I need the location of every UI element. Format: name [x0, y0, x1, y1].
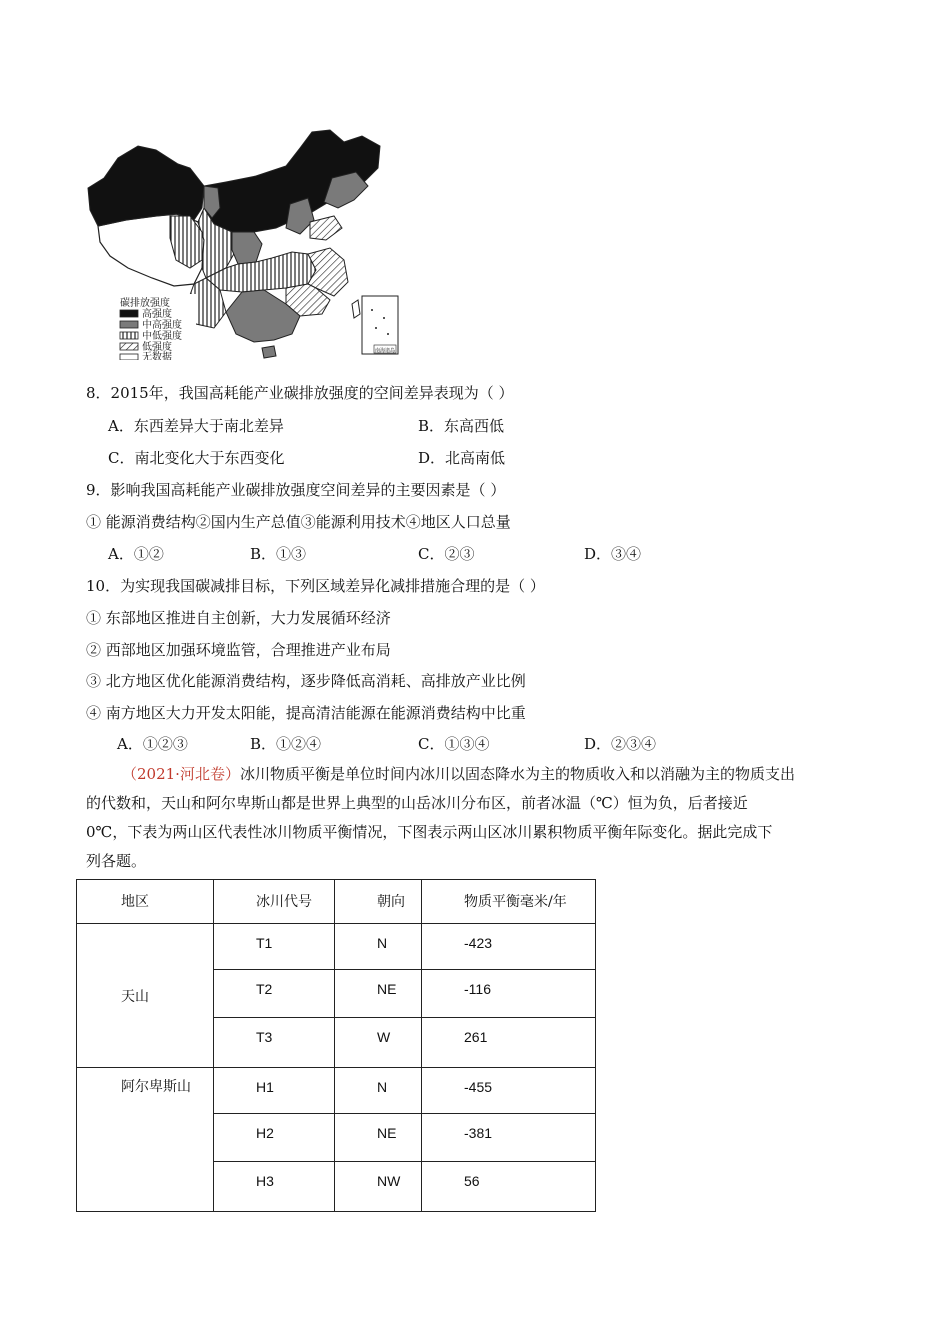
glacier-code: H1 [256, 1079, 274, 1095]
glacier-balance: -116 [464, 981, 491, 997]
option-10-d: D．②③④ [584, 735, 657, 753]
table-cell [422, 970, 596, 1018]
header-code: 冰川代号 [256, 894, 312, 910]
glacier-balance: 56 [464, 1173, 480, 1189]
option-10-c: C．①③④ [418, 735, 490, 753]
region-name: 阿尔卑斯山 [121, 1079, 191, 1095]
legend-swatch-low [120, 343, 138, 350]
option-8-a: A．东西差异大于南北差异 [108, 417, 284, 435]
header-balance: 物质平衡毫米/年 [464, 894, 567, 910]
table-cell [335, 1018, 422, 1068]
region-shandong [310, 216, 342, 240]
question-9-statements: ① 能源消费结构②国内生产总值③能源利用技术④地区人口总量 [86, 513, 511, 531]
option-8-b: B．东高西低 [418, 417, 505, 435]
table-header-row [77, 880, 596, 924]
question-8-stem: 8．2015年，我国高耗能产业碳排放强度的空间差异表现为（ ） [86, 384, 514, 402]
table-cell [214, 1114, 335, 1162]
table-header-cell [335, 880, 422, 924]
table-header-cell [422, 880, 596, 924]
glacier-code: T2 [256, 981, 273, 997]
region-cell-alps [77, 1068, 214, 1212]
question-10-statement-4: ④ 南方地区大力开发太阳能，提高清洁能源在能源消费结构中比重 [86, 704, 526, 722]
option-9-a: A．①② [108, 545, 164, 563]
legend-label: 中低强度 [142, 331, 182, 342]
glacier-aspect: NW [377, 1173, 401, 1189]
question-10-statement-1: ① 东部地区推进自主创新，大力发展循环经济 [86, 609, 391, 627]
table-header-cell [214, 880, 335, 924]
inset-dot [387, 333, 389, 335]
legend-swatch-nodata [120, 354, 138, 360]
region-taiwan [352, 300, 360, 318]
option-9-c: C．②③ [418, 545, 475, 563]
passage-source: （2021·河北卷） [122, 765, 240, 783]
table-cell [214, 1068, 335, 1114]
carbon-emission-map [86, 128, 402, 360]
glacier-aspect: NE [377, 981, 397, 997]
question-10-statement-2: ② 西部地区加强环境监管，合理推进产业布局 [86, 641, 391, 659]
inset-dot [383, 317, 385, 319]
option-10-a: A．①②③ [117, 735, 188, 753]
header-aspect: 朝向 [377, 894, 405, 910]
table-cell [214, 970, 335, 1018]
legend-label: 中高强度 [142, 320, 182, 331]
glacier-aspect: W [377, 1029, 391, 1045]
table-cell [422, 1114, 596, 1162]
inset-label: 南海诸岛 [375, 348, 396, 354]
legend-swatch-midhigh [120, 321, 138, 328]
table-cell [335, 970, 422, 1018]
option-8-d: D．北高南低 [418, 449, 506, 467]
passage-line-1-text: 冰川物质平衡是单位时间内冰川以固态降水为主的物质收入和以消融为主的物质支出 [239, 765, 795, 783]
glacier-balance: -455 [464, 1079, 493, 1095]
glacier-aspect: NE [377, 1125, 397, 1141]
header-region: 地区 [121, 894, 149, 910]
table-cell [422, 1068, 596, 1114]
region-hainan [262, 346, 276, 358]
glacier-aspect: N [377, 1079, 388, 1095]
passage-line-4: 列各题。 [86, 852, 147, 870]
table-cell [214, 1018, 335, 1068]
region-xinjiang [88, 146, 204, 226]
legend-label: 无数据 [142, 352, 172, 360]
glacier-code: T3 [256, 1029, 273, 1045]
table-header-cell [77, 880, 214, 924]
option-10-b: B．①②④ [250, 735, 322, 753]
glacier-aspect: N [377, 935, 388, 951]
question-10-statement-3: ③ 北方地区优化能源消费结构，逐步降低高消耗、高排放产业比例 [86, 672, 526, 690]
passage-line-1 [86, 760, 866, 789]
table-cell [422, 1018, 596, 1068]
legend-title: 碳排放强度 [120, 298, 170, 309]
option-9-b: B．①③ [250, 545, 307, 563]
legend-label: 高强度 [142, 309, 172, 320]
table-cell [335, 1068, 422, 1114]
glacier-code: H2 [256, 1125, 274, 1141]
glacier-balance: -381 [464, 1125, 493, 1141]
legend-swatch-high [120, 310, 138, 317]
passage-line-3: 0℃，下表为两山区代表性冰川物质平衡情况，下图表示两山区冰川累积物质平衡年际变化。据此完成下 [86, 823, 773, 841]
passage-line-2: 的代数和，天山和阿尔卑斯山都是世界上典型的山岳冰川分布区，前者冰温（℃）恒为负，后者接近 [86, 794, 748, 812]
glacier-balance: -423 [464, 935, 493, 951]
region-cell-tianshan [77, 924, 214, 1068]
table-cell [422, 924, 596, 970]
option-8-c: C．南北变化大于东西变化 [108, 449, 285, 467]
inset-dot [371, 309, 373, 311]
glacier-code: H3 [256, 1173, 274, 1189]
table-cell [335, 924, 422, 970]
table-cell [335, 1162, 422, 1212]
question-10-stem: 10．为实现我国碳减排目标，下列区域差异化减排措施合理的是（ ） [86, 577, 545, 595]
legend-swatch-midlow [120, 332, 138, 339]
table-cell [335, 1114, 422, 1162]
inset-dot [375, 327, 377, 329]
table-row [77, 1068, 596, 1114]
glacier-code: T1 [256, 935, 273, 951]
table-cell [422, 1162, 596, 1212]
glacier-mass-balance-table [76, 879, 596, 1212]
table-row [77, 924, 596, 970]
glacier-balance: 261 [464, 1029, 488, 1045]
option-9-d: D．③④ [584, 545, 642, 563]
table-cell [214, 1162, 335, 1212]
region-shaanxi [232, 232, 262, 264]
legend-label: 低强度 [142, 342, 172, 353]
question-9-stem: 9．影响我国高耗能产业碳排放强度空间差异的主要因素是（ ） [86, 481, 506, 499]
china-map-svg [86, 128, 402, 360]
table-cell [214, 924, 335, 970]
region-name: 天山 [121, 989, 149, 1005]
